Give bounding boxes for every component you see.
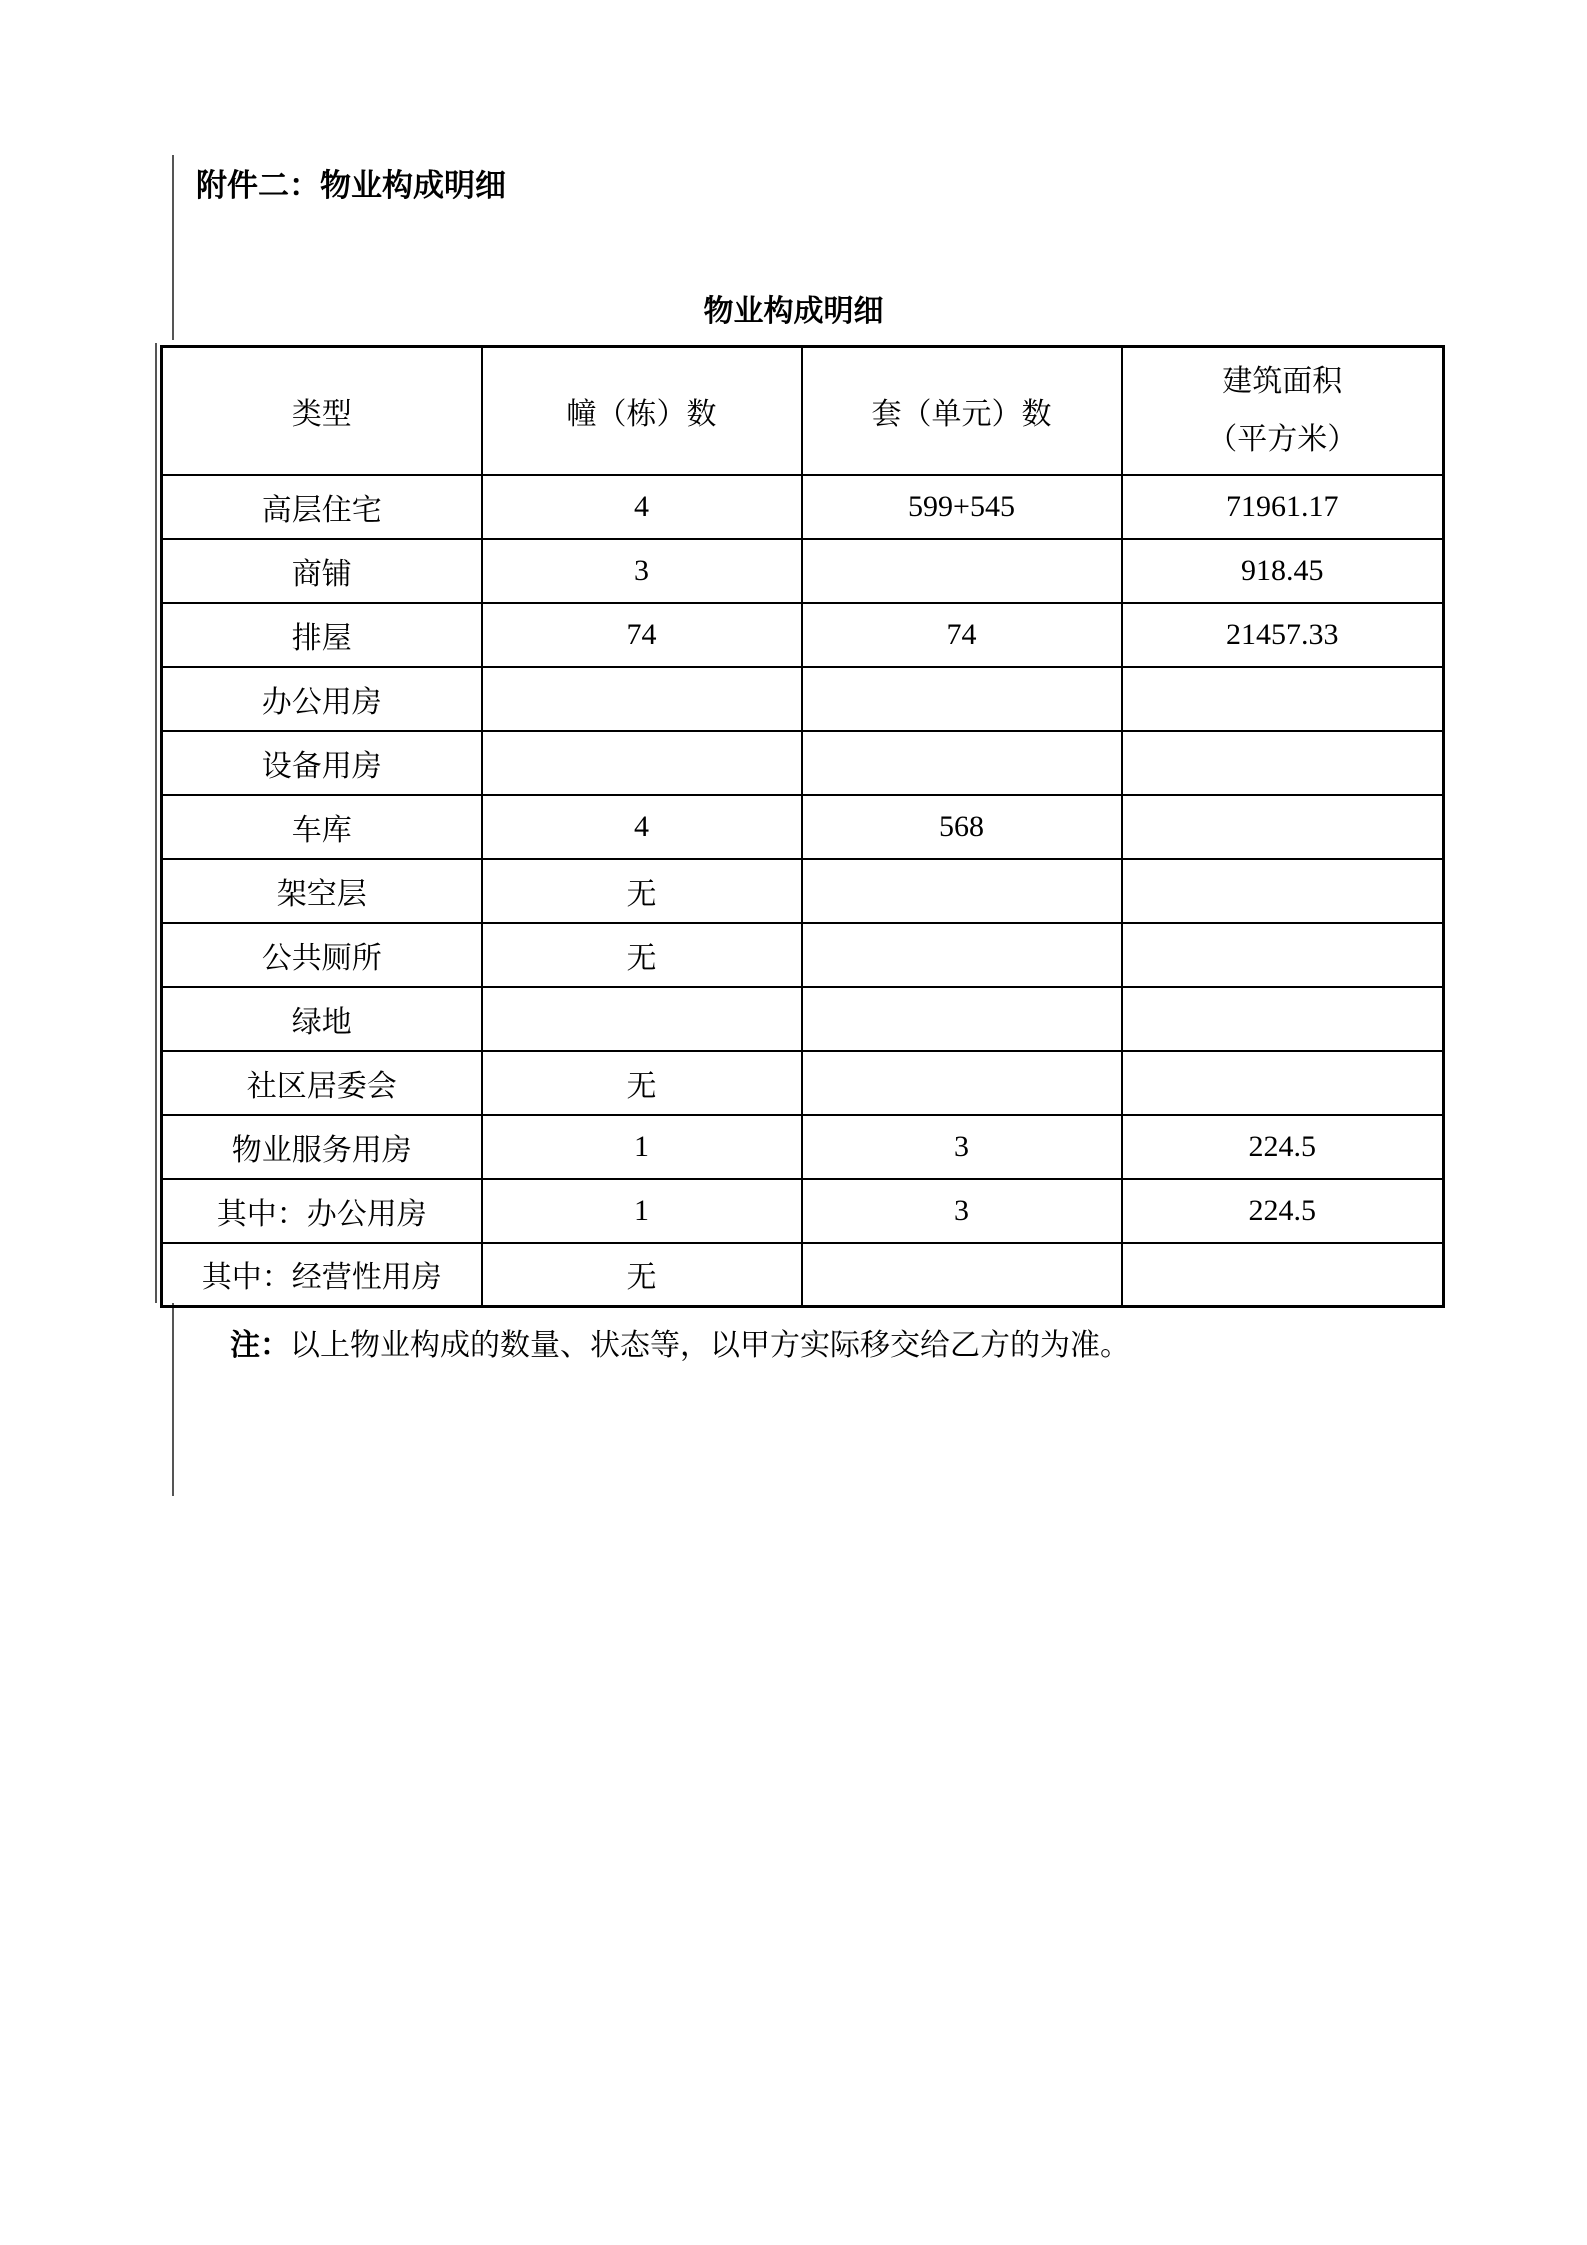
cell-unit-count	[802, 539, 1122, 603]
table-row	[162, 603, 1444, 667]
cell-floor-area	[1122, 731, 1444, 795]
cell-unit-count	[802, 731, 1122, 795]
table-row	[162, 1051, 1444, 1115]
cell-unit-count	[802, 859, 1122, 923]
cell-unit-count: 568	[802, 795, 1122, 859]
cell-unit-count	[802, 1243, 1122, 1307]
cell-type: 设备用房	[162, 731, 482, 795]
cell-type: 绿地	[162, 987, 482, 1051]
table-row	[162, 795, 1444, 859]
table-row	[162, 859, 1444, 923]
cell-building-count: 4	[482, 475, 802, 539]
cell-unit-count: 3	[802, 1115, 1122, 1179]
cell-floor-area	[1122, 987, 1444, 1051]
attachment-heading: 附件二：物业构成明细	[196, 168, 506, 204]
cell-floor-area: 224.5	[1122, 1115, 1444, 1179]
table-row	[162, 475, 1444, 539]
header-type: 类型	[162, 347, 482, 475]
cell-building-count	[482, 667, 802, 731]
cell-building-count: 无	[482, 859, 802, 923]
header-building-count: 幢（栋）数	[482, 347, 802, 475]
cell-building-count	[482, 987, 802, 1051]
cell-building-count: 无	[482, 1051, 802, 1115]
cell-type: 车库	[162, 795, 482, 859]
cell-floor-area	[1122, 923, 1444, 987]
cell-floor-area: 71961.17	[1122, 475, 1444, 539]
table-title: 物业构成明细	[703, 294, 884, 329]
cell-unit-count: 74	[802, 603, 1122, 667]
cell-floor-area	[1122, 667, 1444, 731]
cell-unit-count	[802, 923, 1122, 987]
cell-type: 公共厕所	[162, 923, 482, 987]
cell-building-count: 74	[482, 603, 802, 667]
table-row	[162, 539, 1444, 603]
cell-unit-count	[802, 667, 1122, 731]
cell-building-count: 无	[482, 923, 802, 987]
table-header-row	[162, 347, 1444, 475]
cell-floor-area: 224.5	[1122, 1179, 1444, 1243]
header-unit-count: 套（单元）数	[802, 347, 1122, 475]
cell-type: 排屋	[162, 603, 482, 667]
table-row	[162, 731, 1444, 795]
table-row	[162, 667, 1444, 731]
cell-type: 其中：办公用房	[162, 1179, 482, 1243]
margin-line-table-left	[155, 343, 157, 1303]
margin-line-lower	[172, 1303, 174, 1496]
cell-floor-area	[1122, 795, 1444, 859]
cell-floor-area: 918.45	[1122, 539, 1444, 603]
cell-building-count: 1	[482, 1179, 802, 1243]
property-composition-table	[160, 345, 1445, 1308]
header-floor-area-unit: （平方米）	[1207, 421, 1358, 457]
table-note	[230, 1325, 1130, 1367]
cell-floor-area	[1122, 1051, 1444, 1115]
cell-floor-area	[1122, 859, 1444, 923]
cell-unit-count	[802, 987, 1122, 1051]
cell-unit-count	[802, 1051, 1122, 1115]
cell-type: 物业服务用房	[162, 1115, 482, 1179]
table-row	[162, 1243, 1444, 1307]
cell-building-count: 3	[482, 539, 802, 603]
cell-type: 办公用房	[162, 667, 482, 731]
cell-building-count: 无	[482, 1243, 802, 1307]
cell-type: 社区居委会	[162, 1051, 482, 1115]
cell-building-count	[482, 731, 802, 795]
header-floor-area-label: 建筑面积	[1222, 363, 1343, 399]
note-label: 注：	[230, 1328, 290, 1363]
cell-building-count: 1	[482, 1115, 802, 1179]
table-row	[162, 1179, 1444, 1243]
cell-type: 高层住宅	[162, 475, 482, 539]
table-row	[162, 923, 1444, 987]
cell-type: 商铺	[162, 539, 482, 603]
cell-unit-count: 3	[802, 1179, 1122, 1243]
cell-floor-area	[1122, 1243, 1444, 1307]
cell-type: 架空层	[162, 859, 482, 923]
cell-unit-count: 599+545	[802, 475, 1122, 539]
header-floor-area	[1122, 347, 1444, 475]
cell-type: 其中：经营性用房	[162, 1243, 482, 1307]
cell-floor-area: 21457.33	[1122, 603, 1444, 667]
table-row	[162, 987, 1444, 1051]
table-row	[162, 1115, 1444, 1179]
cell-building-count: 4	[482, 795, 802, 859]
note-text: 以上物业构成的数量、状态等，以甲方实际移交给乙方的为准。	[290, 1328, 1130, 1363]
